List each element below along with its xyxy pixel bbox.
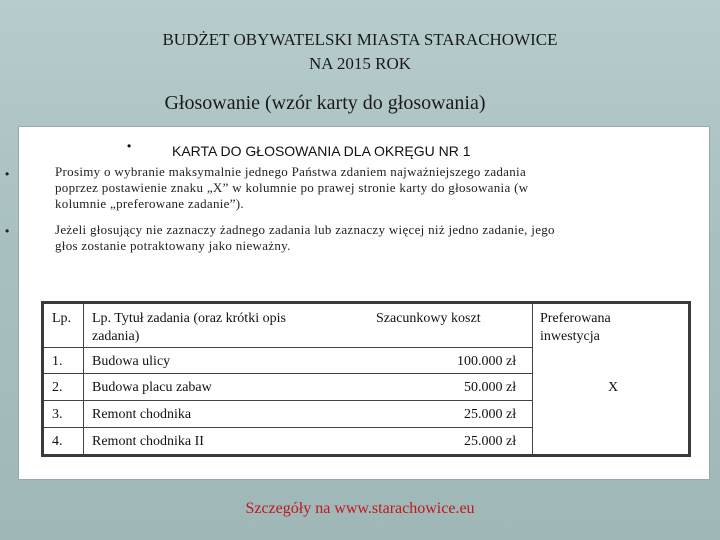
table-divider-row-2 [44,400,532,401]
header-title [92,310,286,346]
instruction-1-line-3: kolumnie „preferowane zadanie”). [55,196,244,211]
slide-subtitle: Głosowanie (wzór karty do głosowania) [164,92,486,114]
row-title: Remont chodnika [92,407,192,422]
row-lp: 2. [52,380,63,395]
instruction-paragraph-2 [55,222,655,254]
table-divider-header [44,347,532,348]
table-divider-row-1 [44,373,532,374]
row-cost: 25.000 zł [464,407,517,422]
row-mark[interactable]: X [608,380,619,395]
table-divider-cost [532,304,533,454]
ballot-card [5,126,710,480]
header-lp: Lp. [52,311,72,326]
instruction-paragraph-1 [55,164,655,212]
instruction-bullet-1: • [5,167,10,181]
card-heading-text: KARTA DO GŁOSOWANIA DLA OKRĘGU NR 1 [172,143,471,159]
header-title-line-2: zadania) [92,329,140,344]
instruction-2-line-2: głos zostanie potraktowany jako nieważny. [55,238,291,253]
row-title: Remont chodnika II [92,434,204,449]
row-cost: 100.000 zł [457,354,517,369]
details-link[interactable]: Szczegóły na www.starachowice.eu [245,500,475,517]
instruction-bullet-2: • [5,224,10,238]
table-divider-row-3 [44,427,532,428]
row-cost: 25.000 zł [464,434,517,449]
title-line-1: BUDŻET OBYWATELSKI MIASTA STARACHOWICE [162,30,558,49]
row-lp: 3. [52,407,63,422]
header-title-line-1: Lp. Tytuł zadania (oraz krótki opis [92,311,286,326]
row-lp: 4. [52,434,63,449]
title-line-2: NA 2015 ROK [308,54,411,73]
row-cost: 50.000 zł [464,380,517,395]
row-title: Budowa ulicy [92,354,171,369]
header-preferred-line-1: Preferowana [540,311,611,326]
instruction-1-line-2: poprzez postawienie znaku „X” w kolumnie po prawej stronie karty do głosowania (w [55,180,529,195]
heading-bullet: • [127,139,132,153]
row-title: Budowa placu zabaw [92,380,212,395]
header-preferred-line-2: inwestycja [540,329,600,344]
row-lp: 1. [52,354,63,369]
header-cost: Szacunkowy koszt [376,311,481,326]
slide-title [0,28,720,76]
ballot-table [41,301,691,457]
header-preferred [540,310,611,346]
instruction-1-line-1: Prosimy o wybranie maksymalnie jednego Państwa zdaniem najważniejszego zadania [55,164,527,179]
instruction-2-line-1: Jeżeli głosujący nie zaznaczy żadnego zadania lub zaznaczy więcej niż jedno zadanie, jego [55,222,555,237]
table-divider-lp [83,304,84,454]
